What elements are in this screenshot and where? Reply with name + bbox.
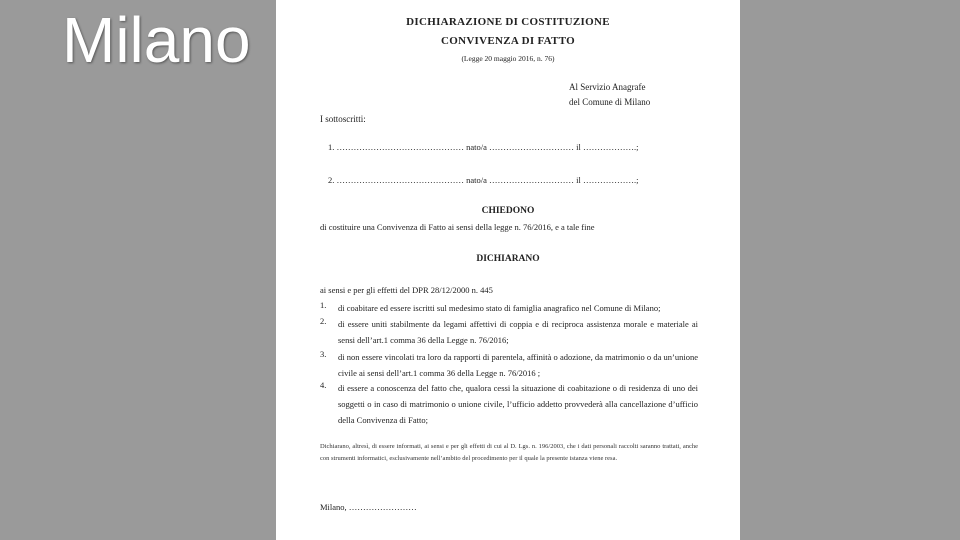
declaration-number: 3.: [320, 349, 327, 359]
document-subtitle: CONVIVENZA DI FATTO: [440, 35, 576, 47]
document-page: [276, 0, 740, 540]
declaration-number: 2.: [320, 316, 327, 326]
declaration-text: di coabitare ed essere iscritti sul medesimo stato di famiglia anagrafico nel Comune di Milano;: [338, 303, 661, 313]
signatory-line-2: 2. ……………………………………… nato/a ………………………… il ……………….;: [328, 175, 639, 185]
document-title: DICHIARAZIONE DI COSTITUZIONE: [406, 16, 610, 28]
chiedono-text: di costituire una Convivenza di Fatto ai sensi della legge n. 76/2016, e a tale fine: [320, 222, 595, 232]
law-reference: (Legge 20 maggio 2016, n. 76): [461, 54, 555, 63]
declaration-number: 4.: [320, 380, 327, 390]
signatory-line-1: 1. ……………………………………… nato/a ………………………… il ……………….;: [328, 142, 639, 152]
addressee-line-2: del Comune di Milano: [569, 97, 651, 107]
declaration-text: di essere a conoscenza del fatto che, qualora cessi la situazione di coabitazione o di residenza di uno dei soggetti o in caso di matrimonio o unione civile, l’ufficio addetto provvederà alla cancellazione d’ufficio della Convivenza di Fatto;: [338, 383, 698, 425]
addressee-line-1: Al Servizio Anagrafe: [569, 82, 646, 92]
privacy-note: Dichiarano, altresì, di essere informati, ai sensi e per gli effetti di cui al D. Lgs. n. 196/2003, che i dati personali raccolti saranno trattati, anche con strumenti informatici, esclusivamente nell’ambito del procedimento per il quale la presente istanza viene resa.: [320, 443, 698, 462]
place-date: Milano, ……………………: [320, 502, 417, 512]
declaration-number: 1.: [320, 300, 327, 310]
dpr-reference: ai sensi e per gli effetti del DPR 28/12/2000 n. 445: [320, 285, 493, 295]
chiedono-heading: CHIEDONO: [481, 206, 535, 216]
intro-text: I sottoscritti:: [320, 114, 366, 124]
declaration-text: di non essere vincolati tra loro da rapporti di parentela, affinità o adozione, da matrimonio o da un’unione civile ai sensi dell’art.1 comma 36 della Legge n. 76/2016 ;: [338, 352, 698, 378]
dichiarano-heading: DICHIARANO: [476, 254, 540, 264]
slide-title: Milano: [62, 4, 251, 76]
declaration-text: di essere uniti stabilmente da legami affettivi di coppia e di reciproca assistenza morale e materiale ai sensi dell’art.1 comma 36 della Legge n. 76/2016;: [338, 319, 698, 345]
